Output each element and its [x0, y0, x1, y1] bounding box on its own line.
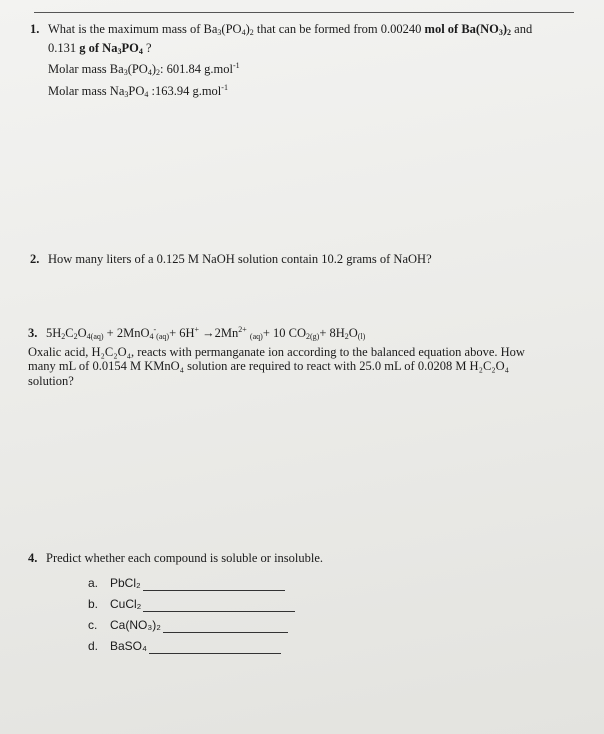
question-3-number: 3. — [28, 326, 38, 340]
question-4-text: Predict whether each compound is soluble or insoluble. — [46, 551, 324, 565]
molar-mass-1-label: Molar mass Ba — [48, 62, 124, 76]
question-3 — [28, 323, 593, 388]
question-4-number: 4. — [28, 551, 38, 565]
answer-blank-d[interactable] — [149, 643, 281, 654]
q1-line2-a: 0.131 — [48, 40, 80, 55]
compound-item-d — [28, 633, 588, 654]
question-1-line-1: 1. What is the maximum mass of $Ba_3(PO_4)_2$ that can be formed from 0.00240 mol of $Ba(NO_3)_2$ and — [30, 22, 533, 37]
question-3-line-4: solution? — [28, 373, 74, 388]
compound-item-c — [28, 612, 588, 633]
q1-text-b: that can be formed from 0.00240 — [253, 22, 425, 36]
molar-mass-2-value: :163.94 g.mol — [148, 83, 222, 98]
q1-text-a: What is the maximum mass of Ba — [48, 22, 218, 36]
q1-line2-bold: g of Na — [79, 40, 118, 55]
molar-mass-1-value: : 601.84 g.mol — [160, 62, 233, 76]
molar-mass-2-label: Molar mass Na — [48, 83, 125, 98]
question-2-text: How many liters of a 0.125 M NaOH solution contain 10.2 grams of NaOH? — [48, 252, 432, 266]
compound-letter: c. — [88, 618, 98, 632]
compound-name: BaSO₄ — [110, 639, 147, 653]
question-4 — [28, 551, 588, 654]
compound-name: CuCl₂ — [110, 597, 142, 611]
question-1 — [30, 22, 590, 102]
answer-blank-b[interactable] — [143, 601, 295, 612]
compound-name: Ca(NO₃)₂ — [110, 618, 161, 632]
question-2 — [30, 252, 590, 267]
question-3-equation: 3. $5H_2C_2O_{4(aq)} + 2MnO_4^-_{(aq)}+ 6H^+ \to 2Mn^{2+}$ $_{(aq)}$+ 10 $CO_{2(g)}+ 8H_2O_{(l)}$ — [28, 325, 366, 341]
molar-mass-2: Molar mass $Na_3PO_4$ :163.94 g.mol$^{-1}$ — [48, 82, 228, 99]
compound-letter: b. — [88, 597, 99, 611]
compound-letter: d. — [88, 639, 99, 653]
compound-item-b — [28, 591, 588, 612]
top-rule — [34, 12, 574, 13]
compound-letter: a. — [88, 576, 99, 590]
q1-bold-a: mol of Ba(NO — [424, 22, 499, 36]
compound-list — [28, 570, 588, 654]
compound-name: PbCl₂ — [110, 576, 141, 590]
compound-item-a — [28, 570, 588, 591]
molar-mass-1: Molar mass $Ba_3(PO_4)_2$: 601.84 g.mol$^{-1}$ — [48, 61, 240, 77]
q1-text-end: and — [511, 22, 533, 36]
question-3-line-2: Oxalic acid, H₂C₂O₄, reacts with permanganate ion according to the balanced equation above. How — [28, 344, 525, 359]
q1-line2-end: ? — [142, 40, 152, 55]
answer-blank-c[interactable] — [163, 622, 288, 633]
question-1-line-2: 0.131 g of $Na_3PO_4$ ? — [48, 40, 152, 56]
question-2-number: 2. — [30, 252, 40, 266]
question-3-line-3: many mL of 0.0154 M KMnO₄ solution are required to react with 25.0 mL of 0.0208 M H₂C₂O₄ — [28, 359, 510, 373]
question-1-number: 1. — [30, 22, 40, 36]
answer-blank-a[interactable] — [143, 580, 285, 591]
